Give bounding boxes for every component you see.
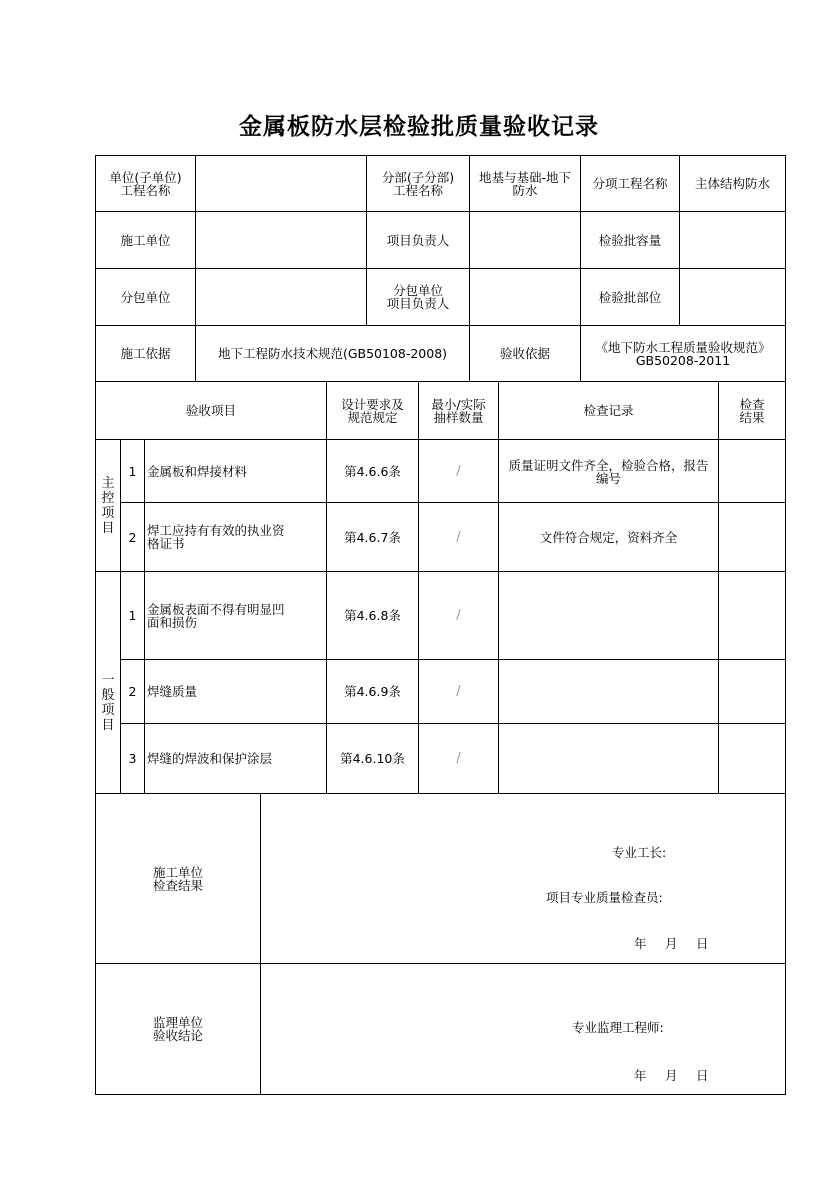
row-number: 1	[128, 463, 137, 479]
supervising-engineer-signature-label: 专业监理工程师:	[572, 1020, 664, 1035]
supervision-check-date: 年 月 日	[634, 1068, 712, 1083]
main-control-group-label: 主 控 项 目	[101, 475, 115, 536]
subitem-name-label: 分项工程名称	[592, 176, 668, 191]
subcontractor-label: 分包单位	[120, 289, 171, 305]
sub-project-manager-field[interactable]	[470, 269, 580, 325]
construction-basis-value[interactable]: 地下工程防水技术规范(GB50108-2008)	[217, 346, 448, 361]
subcontractor-field[interactable]	[196, 269, 366, 325]
check-record-field[interactable]	[499, 572, 718, 659]
check-record-field[interactable]	[499, 724, 718, 793]
supervision-check-label: 监理单位 验收结论	[152, 1015, 203, 1043]
row-number: 2	[128, 684, 137, 699]
batch-location-field[interactable]	[680, 269, 785, 325]
acceptance-basis-label: 验收依据	[499, 346, 550, 361]
acceptance-basis-value[interactable]: 《地下防水工程质量验收规范》 GB50208-2011	[595, 339, 771, 368]
requirement-clause: 第4.6.8条	[344, 608, 401, 623]
col-header-record: 检查记录	[583, 403, 634, 418]
supervision-check-area[interactable]	[261, 964, 785, 1094]
check-result-field[interactable]	[719, 440, 785, 502]
col-header-requirement: 设计要求及 规范规定	[341, 396, 404, 425]
unit-name-field[interactable]	[196, 156, 366, 211]
sample-qty-field[interactable]: /	[456, 751, 461, 766]
division-name-label: 分部(子分部) 工程名称	[381, 169, 455, 198]
row-number: 1	[128, 608, 137, 623]
sample-qty-field[interactable]: /	[456, 684, 461, 699]
item-name: 焊缝质量	[147, 684, 198, 699]
project-manager-field[interactable]	[470, 212, 580, 268]
requirement-clause: 第4.6.6条	[344, 463, 401, 479]
requirement-clause: 第4.6.9条	[344, 684, 401, 699]
check-result-field[interactable]	[719, 724, 785, 793]
row-number: 3	[128, 751, 137, 766]
division-name-value[interactable]: 地基与基础-地下 防水	[478, 169, 571, 198]
construction-check-label: 施工单位 检查结果	[152, 864, 203, 893]
requirement-clause: 第4.6.10条	[340, 751, 405, 766]
check-result-field[interactable]	[719, 572, 785, 659]
col-header-result: 检查 结果	[739, 396, 765, 425]
sample-qty-field[interactable]: /	[456, 529, 461, 545]
requirement-clause: 第4.6.7条	[344, 529, 401, 545]
batch-location-label: 检验批部位	[598, 289, 662, 305]
sample-qty-field[interactable]: /	[456, 463, 461, 479]
item-name: 金属板表面不得有明显凹 面和损伤	[147, 601, 285, 630]
construction-check-date: 年 月 日	[634, 936, 712, 951]
table-border-bottom	[95, 1094, 786, 1095]
quality-inspector-signature-label: 项目专业质量检查员:	[546, 890, 663, 905]
general-group-label: 一 般 项 目	[101, 672, 115, 733]
col-header-sample-qty: 最小/实际 抽样数量	[431, 396, 486, 425]
check-result-field[interactable]	[719, 503, 785, 571]
unit-name-label: 单位(子单位) 工程名称	[109, 169, 182, 198]
item-name: 焊工应持有有效的执业资 格证书	[147, 523, 285, 551]
sub-project-manager-label: 分包单位 项目负责人	[386, 283, 450, 311]
foreman-signature-label: 专业工长:	[612, 845, 667, 860]
contractor-label: 施工单位	[120, 232, 171, 248]
item-name: 金属板和焊接材料	[147, 463, 248, 479]
batch-capacity-field[interactable]	[680, 212, 785, 268]
check-record-field[interactable]: 文件符合规定，资料齐全	[539, 529, 678, 545]
construction-check-area[interactable]	[261, 794, 785, 963]
contractor-field[interactable]	[196, 212, 366, 268]
check-result-field[interactable]	[719, 660, 785, 723]
construction-basis-label: 施工依据	[120, 346, 171, 361]
check-record-field[interactable]	[499, 660, 718, 723]
table-border-right	[785, 155, 786, 1095]
check-record-field[interactable]: 质量证明文件齐全，检验合格，报告 编号	[508, 458, 709, 486]
batch-capacity-label: 检验批容量	[598, 232, 662, 248]
col-header-item: 验收项目	[185, 403, 236, 418]
sample-qty-field[interactable]: /	[456, 608, 461, 623]
row-number: 2	[128, 529, 137, 545]
page-title: 金属板防水层检验批质量验收记录	[239, 113, 599, 140]
subitem-name-value[interactable]: 主体结构防水	[694, 176, 770, 191]
item-name: 焊缝的焊波和保护涂层	[147, 751, 273, 766]
project-manager-label: 项目负责人	[386, 232, 450, 248]
